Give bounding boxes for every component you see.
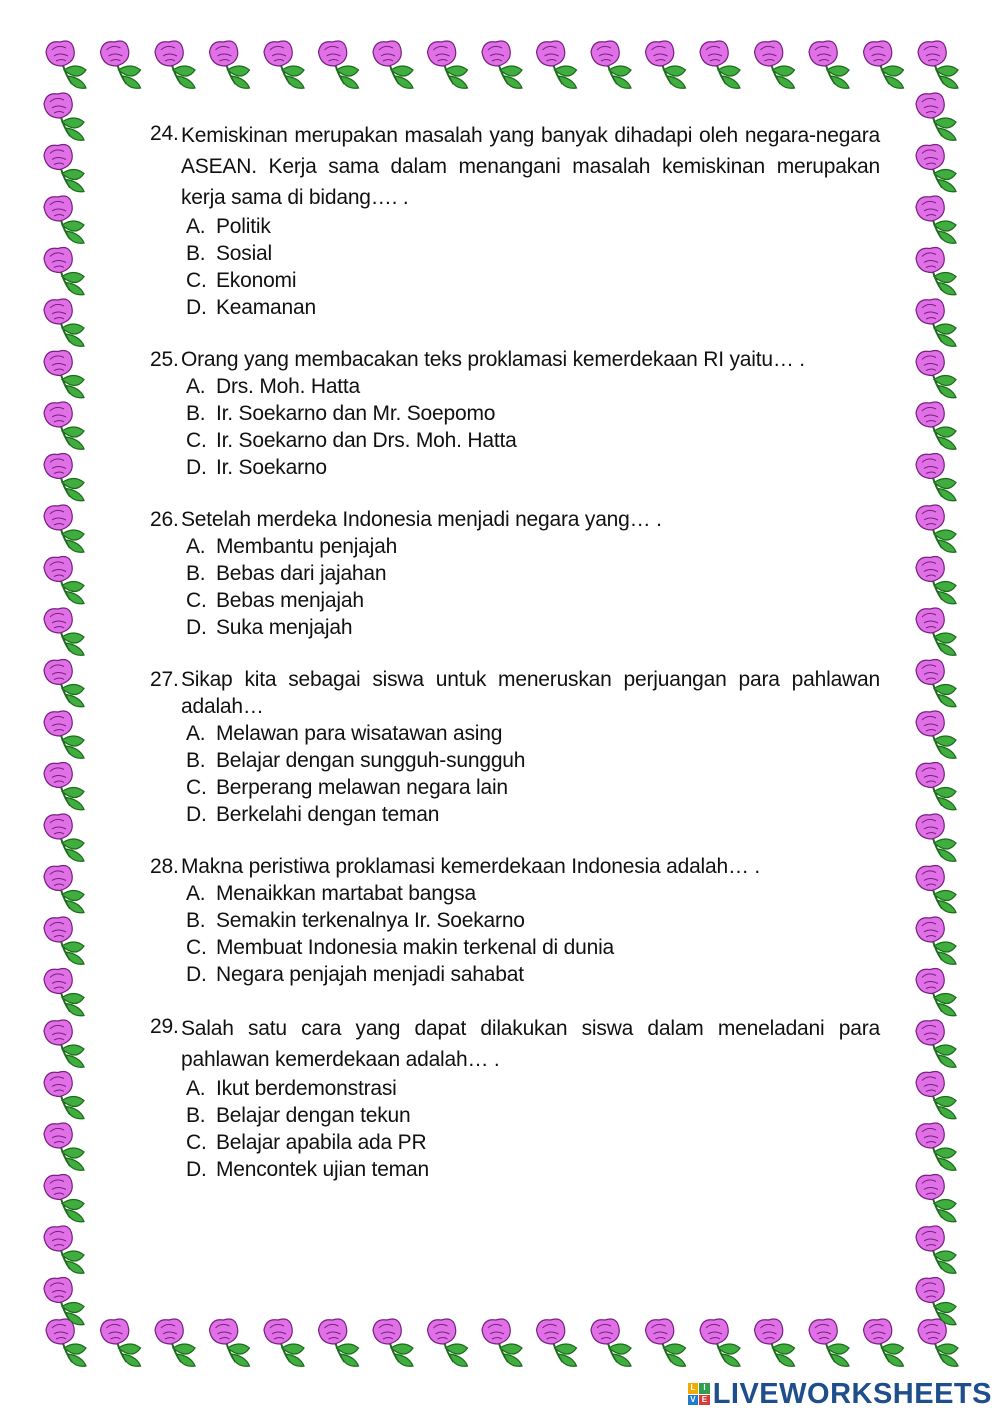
question-number: 24. <box>150 122 179 145</box>
option-letter: C. <box>186 776 207 799</box>
option-d[interactable] <box>186 1156 880 1183</box>
option-b[interactable] <box>186 560 880 587</box>
option-a[interactable] <box>186 1075 880 1102</box>
rose-icon <box>155 41 195 88</box>
rose-icon <box>44 969 84 1016</box>
option-text: Berkelahi dengan teman <box>216 803 440 826</box>
rose-icon <box>44 763 84 810</box>
option-letter: C. <box>186 936 207 959</box>
option-c[interactable] <box>186 774 880 801</box>
liveworksheets-logo-icon <box>688 1383 710 1405</box>
option-c[interactable] <box>186 934 880 961</box>
rose-icon <box>916 814 956 861</box>
option-letter: D. <box>186 803 207 826</box>
question-sheet <box>150 120 880 1208</box>
rose-icon <box>44 1278 84 1325</box>
question-number: 25. <box>150 348 179 371</box>
rose-icon <box>537 41 577 88</box>
option-letter: C. <box>186 589 207 612</box>
option-text: Membuat Indonesia makin terkenal di dunia <box>216 936 615 959</box>
option-letter: B. <box>186 749 206 772</box>
rose-icon <box>918 41 958 88</box>
option-letter: D. <box>186 963 207 986</box>
question-text: Kemiskinan merupakan masalah yang banyak dihadapi oleh negara-negara ASEAN. Kerja sama dalam menangani masalah kemiskinan merupakan kerja sama di bidang…. . <box>181 124 880 209</box>
rose-icon <box>916 299 956 346</box>
option-d[interactable] <box>186 294 880 321</box>
rose-icon <box>44 145 84 192</box>
question-text: Orang yang membacakan teks proklamasi kemerdekaan RI yaitu… . <box>181 348 805 371</box>
option-a[interactable] <box>186 720 880 747</box>
option-a[interactable] <box>186 213 880 240</box>
option-a[interactable] <box>186 533 880 560</box>
question-number: 26. <box>150 508 179 531</box>
logo-letter: I <box>699 1383 710 1394</box>
rose-icon <box>482 41 522 88</box>
option-a[interactable] <box>186 880 880 907</box>
option-letter: B. <box>186 562 206 585</box>
option-b[interactable] <box>186 907 880 934</box>
question-29 <box>150 1013 880 1183</box>
rose-icon <box>44 660 84 707</box>
rose-icon <box>809 1319 849 1366</box>
rose-icon <box>44 196 84 243</box>
rose-icon <box>319 41 359 88</box>
question-number: 27. <box>150 668 179 691</box>
rose-icon <box>44 505 84 552</box>
rose-icon <box>916 1175 956 1222</box>
rose-icon <box>916 557 956 604</box>
option-text: Suka menjajah <box>216 616 353 639</box>
question-number: 29. <box>150 1015 179 1038</box>
rose-icon <box>44 711 84 758</box>
option-text: Mencontek ujian teman <box>216 1158 429 1181</box>
option-d[interactable] <box>186 801 880 828</box>
rose-icon <box>44 1226 84 1273</box>
option-text: Ekonomi <box>216 269 297 292</box>
rose-icon <box>537 1319 577 1366</box>
option-text: Bebas menjajah <box>216 589 364 612</box>
option-d[interactable] <box>186 614 880 641</box>
rose-icon <box>916 1072 956 1119</box>
logo-letter: L <box>688 1383 699 1394</box>
option-text: Ir. Soekarno dan Mr. Soepomo <box>216 402 496 425</box>
option-letter: D. <box>186 296 207 319</box>
option-list <box>150 720 880 828</box>
rose-icon <box>44 299 84 346</box>
option-letter: C. <box>186 429 207 452</box>
option-a[interactable] <box>186 373 880 400</box>
rose-icon <box>46 1319 86 1366</box>
option-b[interactable] <box>186 1102 880 1129</box>
rose-icon <box>916 145 956 192</box>
rose-icon <box>916 763 956 810</box>
rose-icon <box>44 917 84 964</box>
option-b[interactable] <box>186 400 880 427</box>
rose-icon <box>646 41 686 88</box>
question-26 <box>150 506 880 641</box>
rose-icon <box>264 1319 304 1366</box>
rose-icon <box>482 1319 522 1366</box>
option-list <box>150 880 880 988</box>
option-letter: A. <box>186 882 206 905</box>
option-letter: B. <box>186 242 206 265</box>
rose-icon <box>916 402 956 449</box>
rose-icon <box>44 1072 84 1119</box>
option-letter: D. <box>186 1158 207 1181</box>
option-text: Melawan para wisatawan asing <box>216 722 503 745</box>
rose-icon <box>44 1123 84 1170</box>
rose-icon <box>591 1319 631 1366</box>
option-b[interactable] <box>186 747 880 774</box>
option-text: Ir. Soekarno dan Drs. Moh. Hatta <box>216 429 517 452</box>
option-text: Keamanan <box>216 296 316 319</box>
rose-icon <box>916 711 956 758</box>
rose-icon <box>44 1175 84 1222</box>
rose-icon <box>916 866 956 913</box>
rose-icon <box>809 41 849 88</box>
question-text: Salah satu cara yang dapat dilakukan siswa dalam meneladani para pahlawan kemerdekaan adalah… . <box>181 1017 880 1071</box>
option-text: Ikut berdemonstrasi <box>216 1077 397 1100</box>
option-text: Belajar apabila ada PR <box>216 1131 427 1154</box>
rose-icon <box>755 41 795 88</box>
question-28 <box>150 853 880 988</box>
option-letter: A. <box>186 1077 206 1100</box>
option-list <box>150 373 880 481</box>
rose-icon <box>916 454 956 501</box>
option-c[interactable] <box>186 1129 880 1156</box>
option-text: Semakin terkenalnya Ir. Soekarno <box>216 909 525 932</box>
rose-icon <box>916 1123 956 1170</box>
option-text: Membantu penjajah <box>216 535 398 558</box>
rose-icon <box>916 248 956 295</box>
liveworksheets-watermark[interactable] <box>688 1379 992 1409</box>
rose-icon <box>864 41 904 88</box>
rose-icon <box>755 1319 795 1366</box>
rose-icon <box>916 917 956 964</box>
rose-icon <box>264 41 304 88</box>
option-letter: A. <box>186 722 206 745</box>
option-list <box>150 1075 880 1183</box>
option-letter: D. <box>186 456 207 479</box>
option-list <box>150 533 880 641</box>
rose-icon <box>916 93 956 140</box>
option-letter: A. <box>186 375 206 398</box>
rose-icon <box>916 660 956 707</box>
question-text: Makna peristiwa proklamasi kemerdekaan Indonesia adalah… . <box>181 855 761 878</box>
option-b[interactable] <box>186 240 880 267</box>
rose-icon <box>101 1319 141 1366</box>
rose-icon <box>700 1319 740 1366</box>
rose-icon <box>918 1319 958 1366</box>
question-25 <box>150 346 880 481</box>
option-text: Berperang melawan negara lain <box>216 776 508 799</box>
option-text: Belajar dengan sungguh-sungguh <box>216 749 526 772</box>
option-letter: C. <box>186 1131 207 1154</box>
option-list <box>150 213 880 321</box>
rose-icon <box>44 608 84 655</box>
rose-icon <box>155 1319 195 1366</box>
option-text: Menaikkan martabat bangsa <box>216 882 476 905</box>
option-text: Sosial <box>216 242 272 265</box>
option-text: Negara penjajah menjadi sahabat <box>216 963 524 986</box>
option-text: Bebas dari jajahan <box>216 562 387 585</box>
option-letter: C. <box>186 269 207 292</box>
question-text: Sikap kita sebagai siswa untuk meneruskan perjuangan para pahlawan adalah… <box>181 668 880 718</box>
rose-icon <box>44 248 84 295</box>
option-letter: B. <box>186 402 206 425</box>
rose-icon <box>210 41 250 88</box>
question-text: Setelah merdeka Indonesia menjadi negara yang… . <box>181 508 662 531</box>
rose-icon <box>210 1319 250 1366</box>
rose-icon <box>916 196 956 243</box>
question-24 <box>150 120 880 321</box>
rose-icon <box>44 351 84 398</box>
option-c[interactable] <box>186 427 880 454</box>
rose-icon <box>373 41 413 88</box>
question-number: 28. <box>150 855 179 878</box>
rose-icon <box>44 402 84 449</box>
rose-icon <box>428 41 468 88</box>
rose-icon <box>373 1319 413 1366</box>
rose-icon <box>44 866 84 913</box>
rose-icon <box>44 93 84 140</box>
rose-icon <box>44 557 84 604</box>
option-letter: B. <box>186 909 206 932</box>
option-letter: B. <box>186 1104 206 1127</box>
rose-icon <box>428 1319 468 1366</box>
option-letter: D. <box>186 616 207 639</box>
rose-icon <box>44 454 84 501</box>
rose-icon <box>700 41 740 88</box>
rose-icon <box>916 608 956 655</box>
question-27 <box>150 666 880 828</box>
rose-icon <box>916 1020 956 1067</box>
option-text: Politik <box>216 215 271 238</box>
option-text: Belajar dengan tekun <box>216 1104 411 1127</box>
brand-name: LIVEWORKSHEETS <box>712 1377 992 1410</box>
option-text: Drs. Moh. Hatta <box>216 375 361 398</box>
rose-icon <box>646 1319 686 1366</box>
logo-letter: E <box>699 1395 710 1406</box>
option-letter: A. <box>186 535 206 558</box>
rose-icon <box>46 41 86 88</box>
rose-icon <box>319 1319 359 1366</box>
rose-icon <box>916 351 956 398</box>
rose-icon <box>44 1020 84 1067</box>
option-c[interactable] <box>186 587 880 614</box>
option-d[interactable] <box>186 961 880 988</box>
rose-icon <box>591 41 631 88</box>
rose-icon <box>916 1226 956 1273</box>
logo-letter: V <box>688 1395 699 1406</box>
rose-icon <box>864 1319 904 1366</box>
option-text: Ir. Soekarno <box>216 456 327 479</box>
rose-icon <box>916 505 956 552</box>
option-letter: A. <box>186 215 206 238</box>
rose-icon <box>916 1278 956 1325</box>
rose-icon <box>101 41 141 88</box>
rose-icon <box>44 814 84 861</box>
option-c[interactable] <box>186 267 880 294</box>
rose-icon <box>916 969 956 1016</box>
option-d[interactable] <box>186 454 880 481</box>
